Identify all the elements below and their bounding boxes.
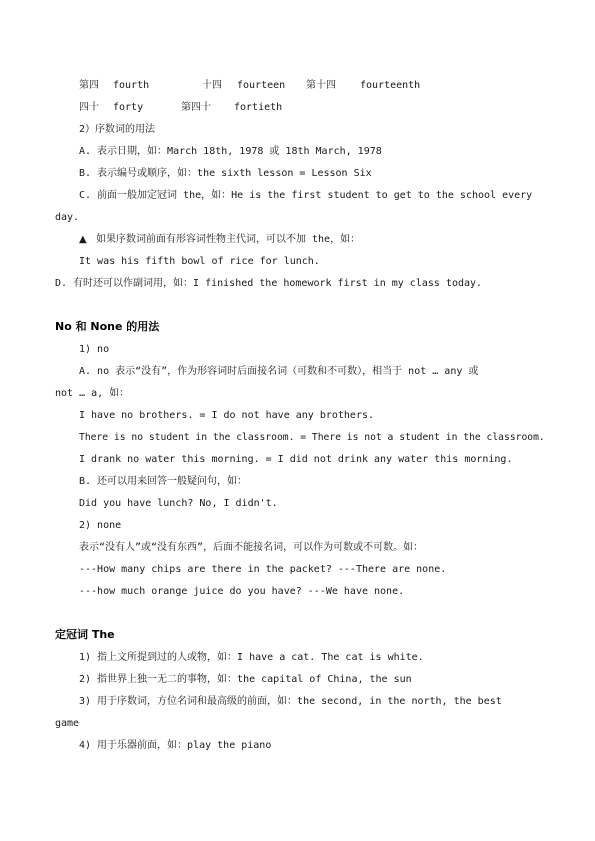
section-heading: 定冠词 The (55, 628, 115, 641)
usage-item: 3) 用于序数词，方位名词和最高级的前面，如：the second, in the north, the best (79, 696, 502, 707)
example-sentence: I have no brothers. = I do not have any brothers. (79, 410, 375, 421)
subsection-label: 2) none (79, 520, 122, 531)
ordinal-cell: forty (113, 102, 144, 113)
usage-item: C. 前面一般加定冠词 the，如：He is the first student to get to the school every (79, 190, 533, 201)
ordinal-cell: fourteen (237, 80, 286, 91)
usage-item: 4) 用于乐器前面，如：play the piano (79, 740, 272, 751)
usage-note: 如果序数词前面有形容词性物主代词，可以不加 the，如： (96, 234, 361, 245)
usage-item: D. 有时还可以作副词用，如：I finished the homework first in my class today. (55, 278, 483, 289)
ordinal-cell: 第四 (79, 80, 99, 91)
ordinal-cell: fortieth (234, 102, 283, 113)
usage-item-wrap: day. (55, 212, 80, 223)
example-sentence: I drank no water this morning. = I did not drink any water this morning. (79, 454, 513, 465)
example-sentence: It was his fifth bowl of rice for lunch. (79, 256, 320, 267)
example-sentence: ---How many chips are there in the packet? ---There are none. (79, 564, 447, 575)
usage-item: 1) 指上文所提到过的人或物，如：I have a cat. The cat is white. (79, 652, 424, 663)
example-sentence: ---how much orange juice do you have? ---We have none. (79, 586, 405, 597)
ordinal-cell: fourth (113, 80, 150, 91)
subsection-label: 1) no (79, 344, 110, 355)
usage-item-wrap: not … a, 如： (55, 388, 130, 399)
ordinal-cell: fourteenth (360, 80, 421, 91)
usage-item: A. no 表示“没有”，作为形容词时后面接名词（可数和不可数），相当于 not … any 或 (79, 366, 479, 377)
ordinal-cell: 十四 (202, 80, 222, 91)
example-sentence: There is no student in the classroom. = There is not a student in the classroom. (79, 432, 545, 443)
usage-item: B. 还可以用来回答一般疑问句，如： (79, 476, 248, 487)
triangle-icon: ▲ (79, 234, 87, 245)
usage-item: B. 表示编号或顺序，如：the sixth lesson = Lesson Six (79, 168, 372, 179)
ordinal-cell: 第十四 (306, 80, 336, 91)
ordinal-cell: 四十 (79, 102, 99, 113)
usage-item: A. 表示日期，如：March 18th, 1978 或 18th March, 1978 (79, 146, 382, 157)
usage-item: 2) 指世界上独一无二的事物，如：the capital of China, the sun (79, 674, 412, 685)
section-heading: No 和 None 的用法 (55, 320, 160, 333)
example-sentence: Did you have lunch? No, I didn't. (79, 498, 278, 509)
usage-item-wrap: game (55, 718, 80, 729)
usage-description: 表示“没有人”或“没有东西”，后面不能接名词，可以作为可数或不可数。如： (79, 542, 424, 553)
section-subtitle: 2）序数词的用法 (79, 124, 156, 135)
ordinal-cell: 第四十 (181, 102, 211, 113)
